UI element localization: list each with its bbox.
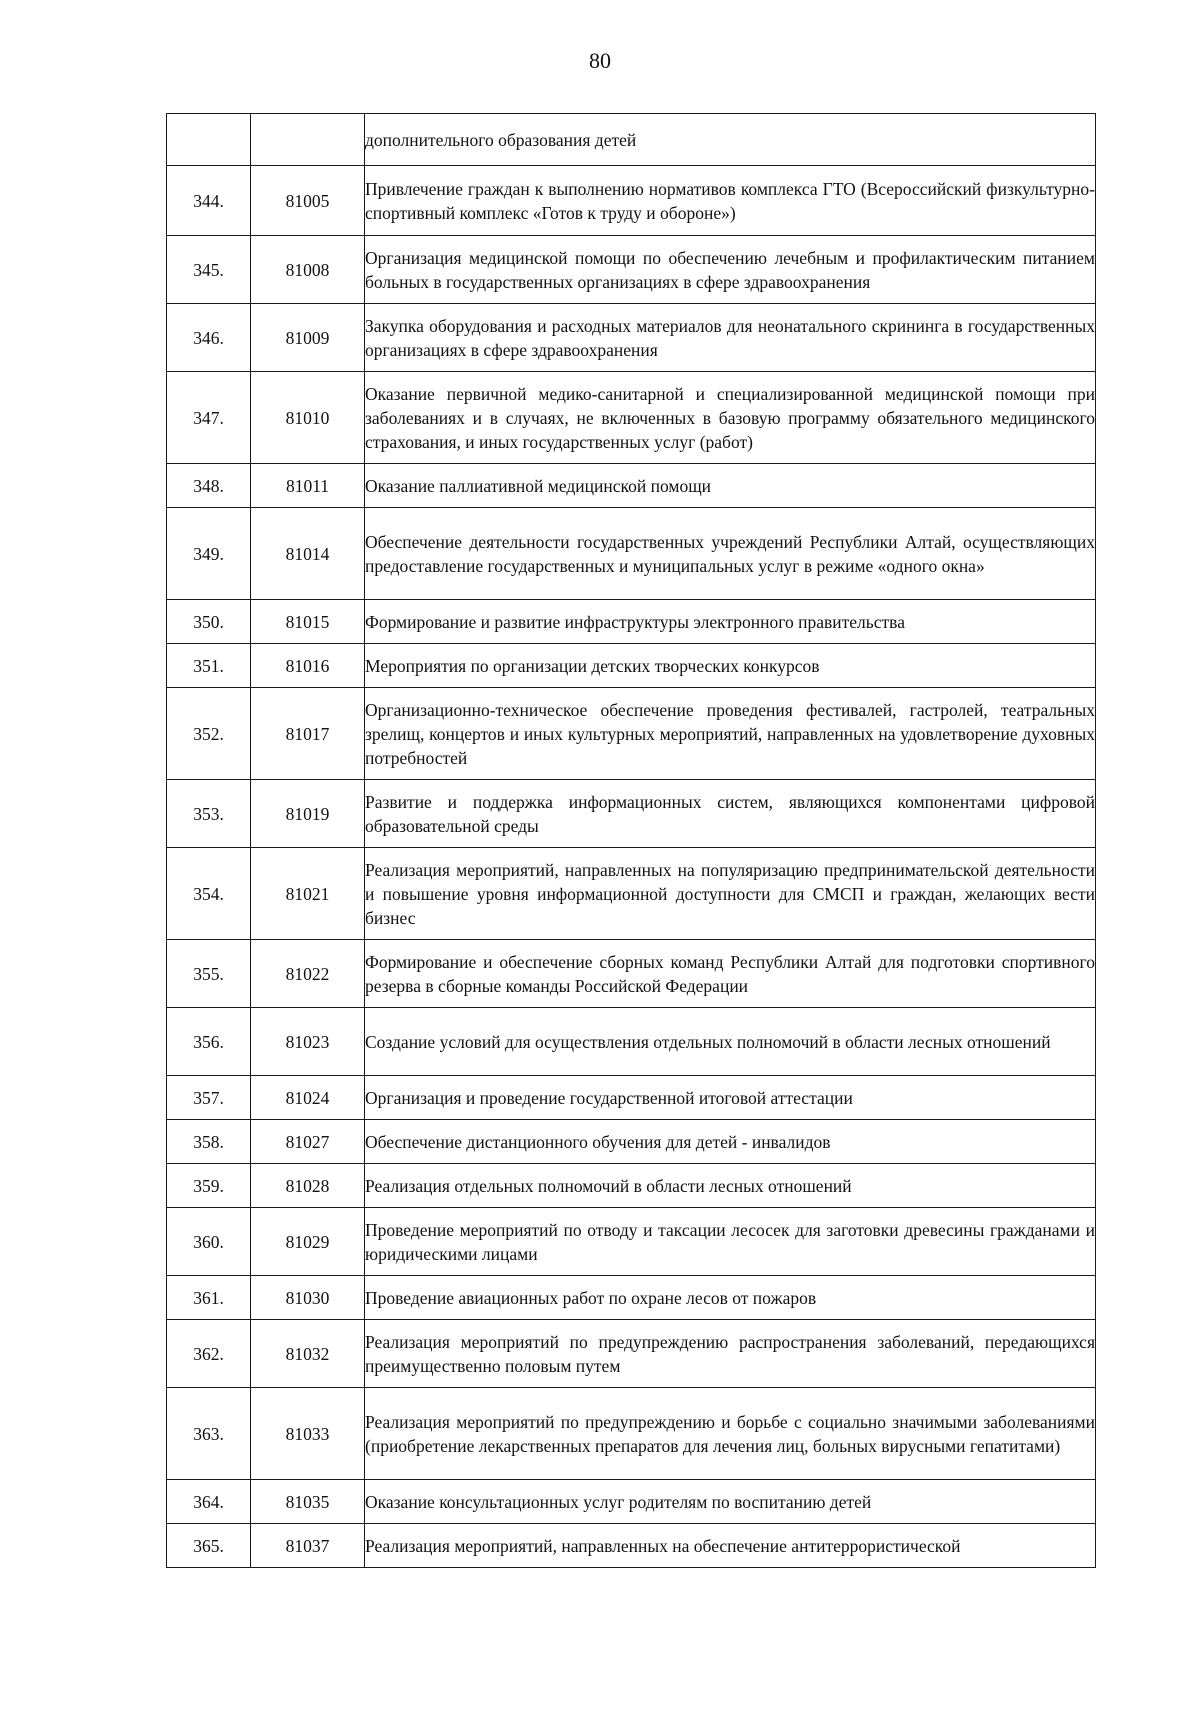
table-row (167, 508, 1096, 600)
table-row (167, 1076, 1096, 1120)
row-number (167, 114, 251, 166)
table-row (167, 1320, 1096, 1388)
row-name (365, 508, 1096, 600)
row-number: 362. (167, 1320, 251, 1388)
row-number: 363. (167, 1388, 251, 1480)
row-code: 81037 (251, 1524, 365, 1568)
row-name-text: Реализация отдельных полномочий в области лесных отношений (365, 1175, 852, 1196)
table-row (167, 1276, 1096, 1320)
row-name-text: Создание условий для осуществления отдельных полномочий в области лесных отношений (365, 1031, 1051, 1052)
table-row (167, 1388, 1096, 1480)
row-number: 347. (167, 372, 251, 464)
row-name-text: Реализация мероприятий, направленных на популяризацию предпринимательской деятельности и повышение уровня информационной доступности для СМСП и граждан, желающих вести бизнес (365, 859, 1095, 928)
row-code: 81029 (251, 1208, 365, 1276)
row-number: 345. (167, 236, 251, 304)
row-name (365, 1388, 1096, 1480)
row-number: 361. (167, 1276, 251, 1320)
row-name-text: дополнительного образования детей (365, 129, 637, 150)
row-name (365, 848, 1096, 940)
row-code: 81005 (251, 166, 365, 236)
row-name-text: Привлечение граждан к выполнению нормативов комплекса ГТО (Всероссийский физкультурно-спортивный комплекс «Готов к труду и обороне») (365, 178, 1095, 223)
row-name-text: Реализация мероприятий по предупреждению и борьбе с социально значимыми заболеваниями (приобретение лекарственных препаратов для лечения лиц, больных вирусными гепатитами) (365, 1411, 1095, 1456)
row-number: 346. (167, 304, 251, 372)
row-code (251, 114, 365, 166)
row-code: 81011 (251, 464, 365, 508)
row-name (365, 780, 1096, 848)
table-row (167, 780, 1096, 848)
row-code: 81033 (251, 1388, 365, 1480)
table-row (167, 644, 1096, 688)
row-name (365, 688, 1096, 780)
row-name-text: Организация и проведение государственной итоговой аттестации (365, 1087, 853, 1108)
row-name (365, 236, 1096, 304)
table-row (167, 1208, 1096, 1276)
row-name (365, 1524, 1096, 1568)
row-name (365, 166, 1096, 236)
row-name-text: Проведение авиационных работ по охране лесов от пожаров (365, 1287, 817, 1308)
table-row (167, 114, 1096, 166)
row-number: 358. (167, 1120, 251, 1164)
table-row (167, 1480, 1096, 1524)
row-name (365, 940, 1096, 1008)
row-code: 81035 (251, 1480, 365, 1524)
row-name-text: Оказание консультационных услуг родителям по воспитанию детей (365, 1491, 872, 1512)
row-number: 352. (167, 688, 251, 780)
code-table (166, 113, 1096, 1568)
table-row (167, 1120, 1096, 1164)
row-name (365, 1208, 1096, 1276)
page-number: 80 (589, 48, 611, 73)
row-code: 81010 (251, 372, 365, 464)
table-row (167, 166, 1096, 236)
row-code: 81016 (251, 644, 365, 688)
row-name (365, 1320, 1096, 1388)
row-name (365, 304, 1096, 372)
row-name-text: Проведение мероприятий по отводу и таксации лесосек для заготовки древесины гражданами и юридическими лицами (365, 1219, 1095, 1264)
row-code: 81030 (251, 1276, 365, 1320)
row-name (365, 464, 1096, 508)
row-number: 344. (167, 166, 251, 236)
row-name (365, 600, 1096, 644)
table-row (167, 688, 1096, 780)
row-number: 359. (167, 1164, 251, 1208)
row-name (365, 644, 1096, 688)
row-name (365, 372, 1096, 464)
row-code: 81017 (251, 688, 365, 780)
row-code: 81032 (251, 1320, 365, 1388)
row-name-text: Реализация мероприятий по предупреждению распространения заболеваний, передающихся преимущественно половым путем (365, 1331, 1095, 1376)
row-number: 365. (167, 1524, 251, 1568)
row-number: 349. (167, 508, 251, 600)
row-name (365, 1076, 1096, 1120)
row-name (365, 114, 1096, 166)
row-name-text: Обеспечение деятельности государственных учреждений Республики Алтай, осуществляющих предоставление государственных и муниципальных услуг в режиме «одного окна» (365, 531, 1095, 576)
table-row (167, 1008, 1096, 1076)
row-code: 81019 (251, 780, 365, 848)
row-name (365, 1164, 1096, 1208)
row-name-text: Развитие и поддержка информационных систем, являющихся компонентами цифровой образовательной среды (365, 791, 1095, 836)
table-row (167, 848, 1096, 940)
row-code: 81015 (251, 600, 365, 644)
table-row (167, 1524, 1096, 1568)
row-number: 364. (167, 1480, 251, 1524)
row-name-text: Реализация мероприятий, направленных на обеспечение антитеррористической (365, 1535, 961, 1556)
row-code: 81027 (251, 1120, 365, 1164)
row-number: 357. (167, 1076, 251, 1120)
row-code: 81021 (251, 848, 365, 940)
row-number: 360. (167, 1208, 251, 1276)
row-number: 348. (167, 464, 251, 508)
row-name (365, 1120, 1096, 1164)
row-number: 354. (167, 848, 251, 940)
row-code: 81023 (251, 1008, 365, 1076)
row-name-text: Оказание паллиативной медицинской помощи (365, 475, 712, 496)
row-code: 81014 (251, 508, 365, 600)
row-number: 350. (167, 600, 251, 644)
row-name-text: Мероприятия по организации детских творческих конкурсов (365, 655, 820, 676)
row-code: 81028 (251, 1164, 365, 1208)
table-row (167, 1164, 1096, 1208)
row-name-text: Формирование и развитие инфраструктуры электронного правительства (365, 611, 905, 632)
code-table-body (167, 114, 1096, 1568)
table-row (167, 464, 1096, 508)
row-name (365, 1276, 1096, 1320)
row-name-text: Оказание первичной медико-санитарной и специализированной медицинской помощи при заболеваниях и в случаях, не включенных в базовую программу обязательного медицинского страхования, и иных государственных услуг (работ) (365, 383, 1095, 452)
table-row (167, 940, 1096, 1008)
row-code: 81024 (251, 1076, 365, 1120)
row-name-text: Организация медицинской помощи по обеспечению лечебным и профилактическим питанием больных в государственных организациях в сфере здравоохранения (365, 247, 1095, 292)
table-row (167, 236, 1096, 304)
table-row (167, 600, 1096, 644)
row-code: 81008 (251, 236, 365, 304)
row-number: 356. (167, 1008, 251, 1076)
row-number: 351. (167, 644, 251, 688)
table-row (167, 304, 1096, 372)
row-number: 355. (167, 940, 251, 1008)
row-name-text: Организационно-техническое обеспечение проведения фестивалей, гастролей, театральных зрелищ, концертов и иных культурных мероприятий, направленных на удовлетворение духовных потребностей (365, 699, 1095, 768)
row-code: 81022 (251, 940, 365, 1008)
table-row (167, 372, 1096, 464)
row-name-text: Формирование и обеспечение сборных команд Республики Алтай для подготовки спортивного резерва в сборные команды Российской Федерации (365, 951, 1095, 996)
row-name (365, 1480, 1096, 1524)
row-name (365, 1008, 1096, 1076)
row-name-text: Закупка оборудования и расходных материалов для неонатального скрининга в государственных организациях в сфере здравоохранения (365, 315, 1095, 360)
row-code: 81009 (251, 304, 365, 372)
row-name-text: Обеспечение дистанционного обучения для детей - инвалидов (365, 1131, 831, 1152)
row-number: 353. (167, 780, 251, 848)
